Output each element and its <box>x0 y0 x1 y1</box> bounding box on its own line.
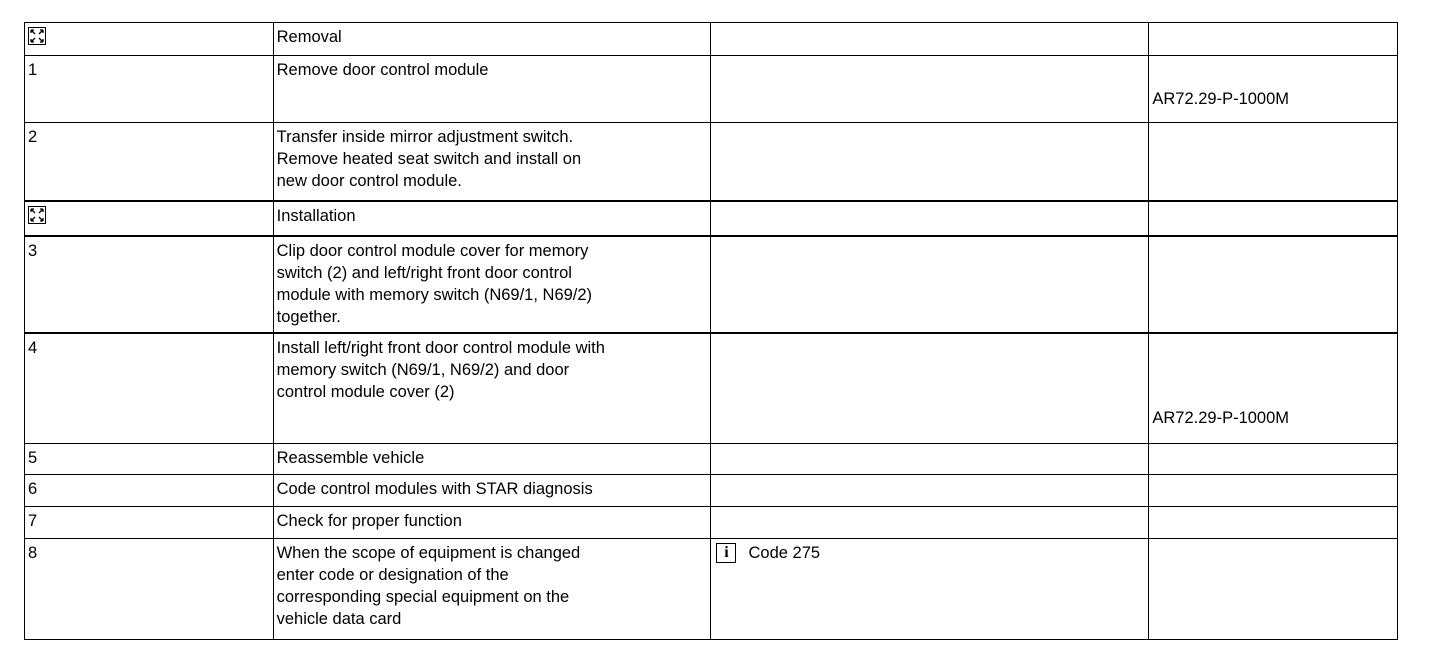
note-cell <box>711 23 1149 56</box>
step-text: Code control modules with STAR diagnosis <box>273 475 711 507</box>
step-number: 5 <box>25 444 274 475</box>
reference-link[interactable]: AR72.29-P-1000M <box>1152 90 1290 108</box>
ref-cell <box>1149 56 1398 123</box>
step-text: Installation <box>273 201 711 236</box>
step-cell <box>25 201 274 236</box>
note-text: Code 275 <box>748 544 821 562</box>
step-text: Remove door control module <box>273 56 711 123</box>
exploded-view-icon <box>28 27 46 45</box>
table-row <box>25 201 1398 236</box>
note-cell <box>711 333 1149 444</box>
step-text: Removal <box>273 23 711 56</box>
step-number: 7 <box>25 507 274 539</box>
note-cell <box>711 539 1149 640</box>
table-row <box>25 507 1398 539</box>
step-number: 8 <box>25 539 274 640</box>
step-number: 6 <box>25 475 274 507</box>
step-text: Transfer inside mirror adjustment switch. Remove heated seat switch and install on new door control module. <box>273 123 711 201</box>
note-cell <box>711 236 1149 333</box>
step-text: Check for proper function <box>273 507 711 539</box>
table-row <box>25 56 1398 123</box>
ref-cell <box>1149 23 1398 56</box>
step-text: Install left/right front door control module with memory switch (N69/1, N69/2) and door control module cover (2) <box>273 333 711 444</box>
info-icon[interactable]: i <box>716 543 736 563</box>
ref-cell <box>1149 123 1398 201</box>
reference-link[interactable]: AR72.29-P-1000M <box>1152 409 1290 427</box>
ref-cell <box>1149 444 1398 475</box>
table-row <box>25 475 1398 507</box>
table-row <box>25 236 1398 333</box>
step-number: 3 <box>25 236 274 333</box>
note-cell <box>711 201 1149 236</box>
step-cell <box>25 23 274 56</box>
note-cell <box>711 444 1149 475</box>
work-steps-table <box>24 22 1398 640</box>
step-text: Clip door control module cover for memory switch (2) and left/right front door control module with memory switch (N69/1, N69/2) together. <box>273 236 711 333</box>
ref-cell <box>1149 201 1398 236</box>
step-number: 1 <box>25 56 274 123</box>
ref-cell <box>1149 333 1398 444</box>
note-cell <box>711 56 1149 123</box>
table-row <box>25 23 1398 56</box>
ref-cell <box>1149 507 1398 539</box>
table-row <box>25 333 1398 444</box>
note-cell <box>711 475 1149 507</box>
exploded-view-icon <box>28 206 46 224</box>
ref-cell <box>1149 475 1398 507</box>
step-number: 2 <box>25 123 274 201</box>
table-row <box>25 539 1398 640</box>
ref-cell <box>1149 539 1398 640</box>
step-text: Reassemble vehicle <box>273 444 711 475</box>
table-row <box>25 444 1398 475</box>
ref-cell <box>1149 236 1398 333</box>
table-row <box>25 123 1398 201</box>
note-cell <box>711 507 1149 539</box>
step-text: When the scope of equipment is changed enter code or designation of the corresponding special equipment on the vehicle data card <box>273 539 711 640</box>
note-cell <box>711 123 1149 201</box>
step-number: 4 <box>25 333 274 444</box>
